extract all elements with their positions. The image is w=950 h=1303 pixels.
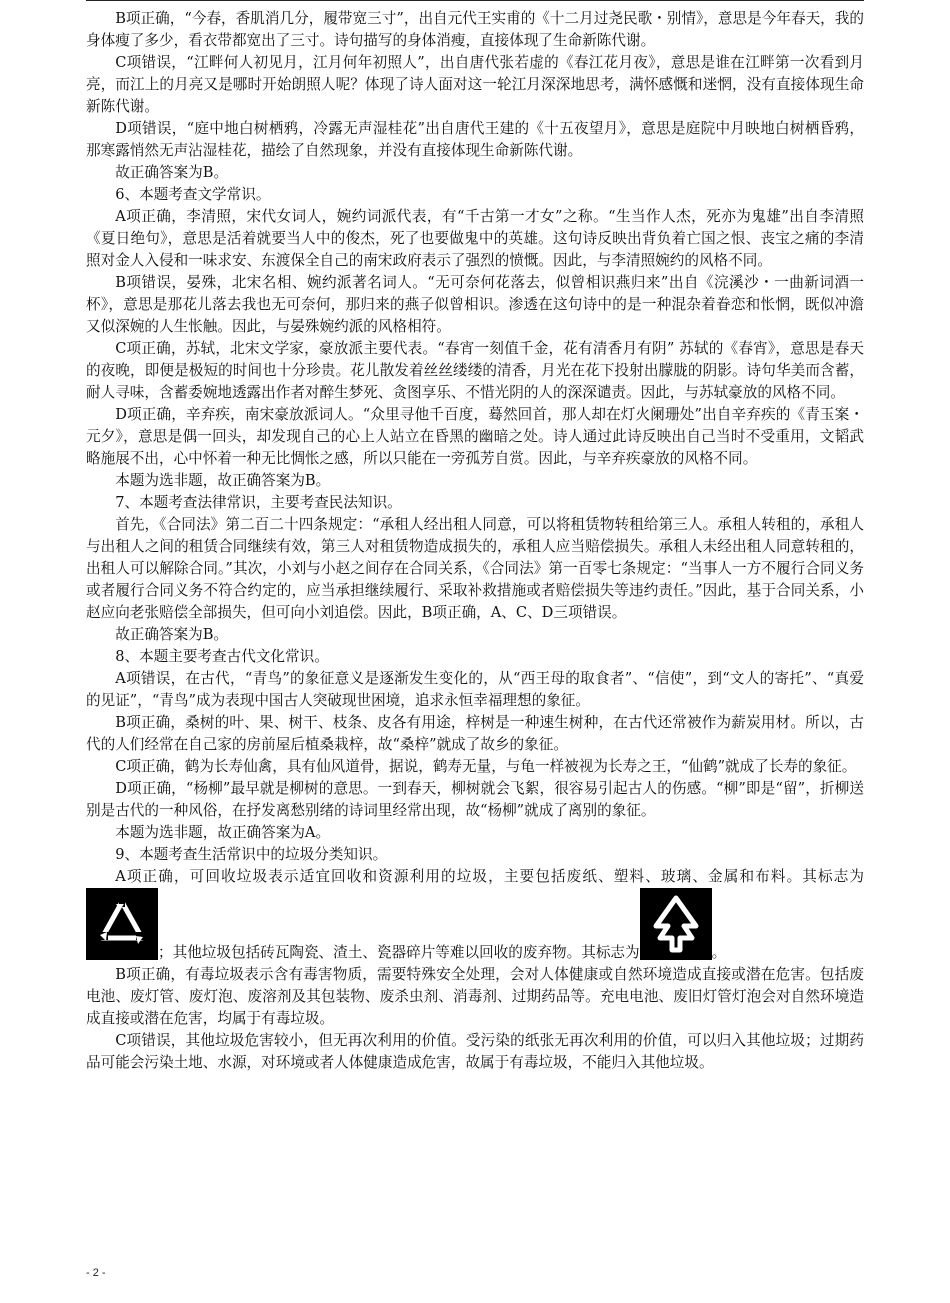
paragraph: B项正确，“今春，香肌消几分，履带宽三寸”，出自元代王实甫的《十二月过尧民歌・别情》，意思是今年春天，我的身体瘦了多少，看衣带都宽出了三寸。诗句描写的身体消瘦，直接体现了生命新陈代谢。 <box>86 10 864 49</box>
page-number: - 2 - <box>86 1267 106 1279</box>
logo-text-part-3: 。 <box>711 944 727 961</box>
paragraph: D项正确，“杨柳”最早就是柳树的意思。一到春天，柳树就会飞絮，很容易引起古人的伤感。“柳”即是“留”，折柳送别是古代的一种风俗，在抒发离愁别绪的诗词里经常出现，故“杨柳”就成了离别的象征。 <box>86 780 864 819</box>
paragraph: 首先，《合同法》第二百二十四条规定：“承租人经出租人同意，可以将租赁物转租给第三人。承租人转租的，承租人与出租人之间的租赁合同继续有效，第三人对租赁物造成损失的，承租人应当赔偿损失。承租人未经出租人同意转租的，出租人可以解除合同。”其次，小刘与小赵之间存在合同关系，《合同法》第一百零七条规定：“当事人一方不履行合同义务或者履行合同义务不符合约定的，应当承担继续履行、采取补救措施或者赔偿损失等违约责任。”因此，基于合同关系，小赵应向老张赔偿全部损失，但可向小刘追偿。因此，B项正确，A、C、D三项错误。 <box>86 516 864 621</box>
paragraph: D项正确，辛弃疾，南宋豪放派词人。“众里寻他千百度，蓦然回首，那人却在灯火阑珊处”出自辛弃疾的《青玉案・元夕》，意思是偶一回头，却发现自己的心上人站立在昏黑的幽暗之处。诗人通过此诗反映出自己当时不受重用，文韬武略施展不出，心中怀着一种无比惆怅之感，所以只能在一旁孤芳自赏。因此，与辛弃疾豪放的风格不同。 <box>86 406 864 467</box>
question-heading: 8、本题主要考查古代文化常识。 <box>115 648 329 665</box>
top-rule <box>86 0 864 1</box>
paragraph: A项正确，李清照，宋代女词人，婉约词派代表，有“千古第一才女”之称。“生当作人杰，死亦为鬼雄”出自李清照《夏日绝句》，意思是活着就要当人中的俊杰，死了也要做鬼中的英雄。这句诗反映出背负着亡国之恨、丧宝之痛的李清照对金人入侵和一味求安、东渡保全自己的南宋政府表示了强烈的愤慨。因此，与李清照婉约的风格不同。 <box>86 208 864 269</box>
logo-text-part-1: A项正确，可回收垃圾表示适宜回收和资源利用的垃圾，主要包括废纸、塑料、玻璃、金属和布料。其标志为 <box>115 868 864 885</box>
paragraph: C项正确，苏轼，北宋文学家，豪放派主要代表。“春宵一刻值千金，花有清香月有阴” 苏轼的《春宵》，意思是春天的夜晚，即便是极短的时间也十分珍贵。花儿散发着丝丝缕缕的清香，月光在花下投射出朦胧的阴影。诗句华美而含蓄，耐人寻味，含蓄委婉地透露出作者对醉生梦死、贪图享乐、不惜光阴的人的深深谴责。因此，与苏轼豪放的风格不同。 <box>86 340 864 401</box>
paragraph: D项错误，“庭中地白树栖鸦，冷露无声湿桂花”出自唐代王建的《十五夜望月》，意思是庭院中月映地白树栖昏鸦，那寒露悄然无声沾湿桂花，描绘了自然现象，并没有直接体现生命新陈代谢。 <box>86 120 864 159</box>
other-waste-symbol-icon <box>640 888 712 960</box>
paragraph: B项错误，晏殊，北宋名相、婉约派著名词人。“无可奈何花落去，似曾相识燕归来”出自《浣溪沙・一曲新词酒一杯》，意思是那花儿落去我也无可奈何，那归来的燕子似曾相识。渗透在这句诗中的是一种混杂着眷恋和怅惘，既似冲澹又似深婉的人生怅触。因此，与晏殊婉约派的风格相符。 <box>86 274 864 335</box>
question-heading: 9、本题考查生活常识中的垃圾分类知识。 <box>115 846 388 863</box>
paragraph: B项正确，桑树的叶、果、树干、枝条、皮各有用途，梓树是一种速生树种，在古代还常被作为薪炭用材。所以，古代的人们经常在自己家的房前屋后植桑栽梓，故“桑梓”就成了故乡的象征。 <box>86 714 864 753</box>
question-heading: 7、本题考查法律常识，主要考查民法知识。 <box>115 494 402 511</box>
paragraph: 本题为选非题，故正确答案为A。 <box>115 824 331 841</box>
logo-text-part-2: ；其他垃圾包括砖瓦陶瓷、渣土、瓷器碎片等难以回收的废弃物。其标志为 <box>158 944 640 961</box>
paragraph-with-logos <box>86 866 864 964</box>
paragraph: 本题为选非题，故正确答案为B。 <box>115 472 331 489</box>
paragraph: 故正确答案为B。 <box>115 164 229 181</box>
question-heading: 6、本题考查文学常识。 <box>115 186 271 203</box>
paragraph: 故正确答案为B。 <box>115 626 229 643</box>
paragraph: A项错误，在古代，“青鸟”的象征意义是逐渐发生变化的，从“西王母的取食者”、“信使”，到“文人的寄托”、“真爱的见证”，“青鸟”成为表现中国古人突破现世困境，追求永恒幸福理想的象征。 <box>86 670 864 709</box>
recycle-symbol-icon <box>86 888 158 960</box>
paragraph: C项错误，“江畔何人初见月，江月何年初照人”，出自唐代张若虚的《春江花月夜》，意思是谁在江畔第一次看到月亮，而江上的月亮又是哪时开始朗照人呢？体现了诗人面对这一轮江月深深地思考，满怀感慨和迷惘，没有直接体现生命新陈代谢。 <box>86 54 864 115</box>
document-body <box>86 8 864 1074</box>
paragraph: C项错误，其他垃圾危害较小，但无再次利用的价值。受污染的纸张无再次利用的价值，可以归入其他垃圾；过期药品可能会污染土地、水源，对环境或者人体健康造成危害，故属于有毒垃圾，不能归入其他垃圾。 <box>86 1032 864 1071</box>
paragraph: C项正确，鹤为长寿仙禽，具有仙风道骨，据说，鹤寿无量，与龟一样被视为长寿之王，“仙鹤”就成了长寿的象征。 <box>115 758 857 775</box>
paragraph: B项正确，有毒垃圾表示含有毒害物质，需要特殊安全处理，会对人体健康或自然环境造成直接或潜在危害。包括废电池、废灯管、废灯泡、废溶剂及其包装物、废杀虫剂、消毒剂、过期药品等。充电电池、废旧灯管灯泡会对自然环境造成直接或潜在危害，均属于有毒垃圾。 <box>86 966 864 1027</box>
